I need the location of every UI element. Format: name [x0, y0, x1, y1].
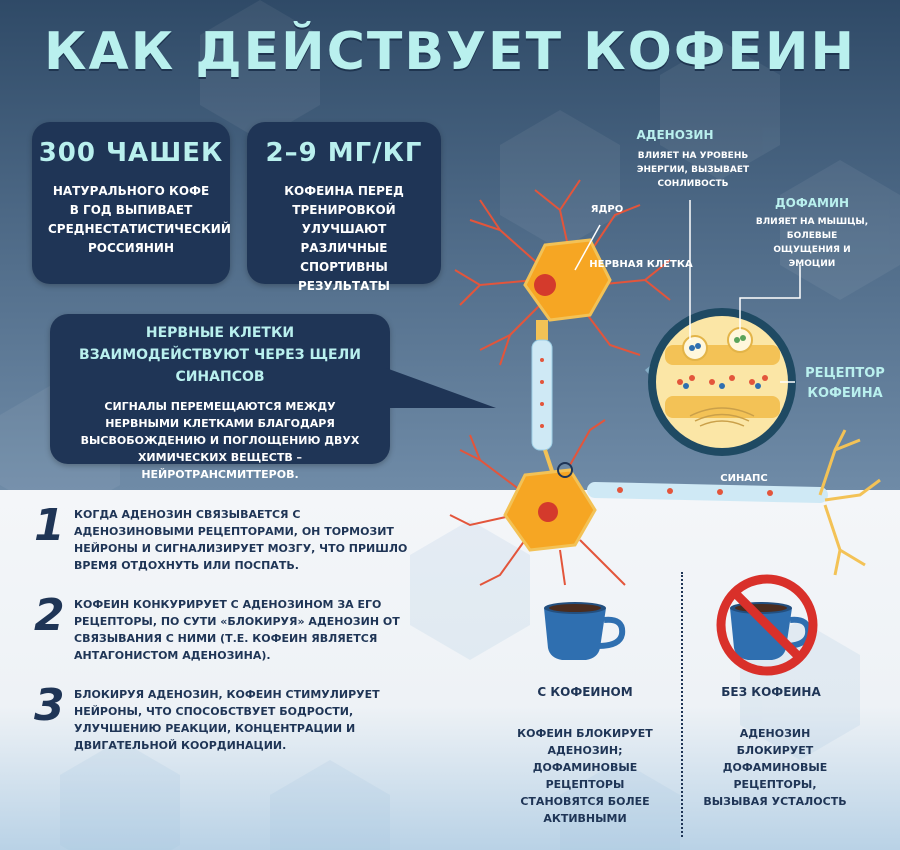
without-caffeine-title: БЕЗ КОФЕИНА: [721, 685, 821, 699]
stat-card-dose: [247, 122, 441, 293]
step-number: 1: [34, 500, 65, 551]
step-text: КОГДА АДЕНОЗИН СВЯЗЫВАЕТСЯ С АДЕНОЗИНОВЫМИ РЕЦЕПТОРАМИ, ОН ТОРМОЗИТ НЕЙРОНЫ И СИГНАЛИЗИРУЕТ МОЗГУ, ЧТО ПРИШЛО ВРЕМЯ ОТДОХНУТЬ ИЛИ ПОСПАТЬ.: [74, 508, 408, 572]
compare-divider: [681, 572, 683, 837]
stat-description: КОФЕИНА ПЕРЕД ТРЕНИРОВКОЙ УЛУЧШАЮТ РАЗЛИЧНЫЕ СПОРТИВНЫ РЕЗУЛЬТАТЫ: [284, 184, 404, 293]
nerve-cell-label: НЕРВНАЯ КЛЕТКА: [589, 259, 693, 270]
caffeine-receptor-label: РЕЦЕПТОР КОФЕИНА: [805, 366, 885, 401]
with-caffeine-title: С КОФЕИНОМ: [537, 685, 633, 699]
step-text: БЛОКИРУЯ АДЕНОЗИН, КОФЕИН СТИМУЛИРУЕТ НЕЙРОНЫ, ЧТО СПОСОБСТВУЕТ БОДРОСТИ, УЛУЧШЕНИЮ РЕАКЦИИ, КОНЦЕНТРАЦИИ И ДВИГАТЕЛЬНОЙ КООРДИНАЦИИ.: [74, 688, 380, 752]
synapse-label: СИНАПС: [720, 473, 768, 484]
upper-nucleus: [534, 274, 556, 296]
step-text: КОФЕИН КОНКУРИРУЕТ С АДЕНОЗИНОМ ЗА ЕГО РЕЦЕПТОРЫ, ПО СУТИ «БЛОКИРУЯ» АДЕНОЗИН ОТ СВЯЗЫВАНИЯ С НИМИ (Т.Е. КОФЕИН ЯВЛЯЕТСЯ АНТАГОНИСТОМ АДЕНОЗИНА).: [74, 598, 400, 662]
stat-value: 2–9 МГ/КГ: [265, 138, 423, 168]
nucleus-label: ЯДРО: [590, 204, 624, 215]
coffee-cup-icon: [540, 600, 630, 666]
dopamine-title: ДОФАМИН: [774, 196, 850, 210]
synapse-speech-bubble: [50, 314, 390, 481]
stat-value: 300 ЧАШЕК: [38, 138, 224, 168]
adenosine-title: АДЕНОЗИН: [636, 128, 714, 142]
stat-description: НАТУРАЛЬНОГО КОФЕ В ГОД ВЫПИВАЕТ СРЕДНЕСТАТИСТИЧЕСКИЙ РОССИЯНИН: [48, 184, 231, 255]
stat-card-cups: [32, 122, 230, 284]
without-caffeine-desc: АДЕНОЗИН БЛОКИРУЕТ ДОФАМИНОВЫЕ РЕЦЕПТОРЫ, ВЫЗЫВАЯ УСТАЛОСТЬ: [703, 727, 847, 808]
bubble-body: СИГНАЛЫ ПЕРЕМЕЩАЮТСЯ МЕЖДУ НЕРВНЫМИ КЛЕТКАМИ БЛАГОДАРЯ ВЫСВОБОЖДЕНИЮ И ПОГЛОЩЕНИЮ ДВУХ ХИМИЧЕСКИХ ВЕЩЕСТВ – НЕЙРОТРАНСМИТТЕРОВ.: [80, 400, 360, 481]
axon-terminals: [820, 430, 880, 575]
adenosine-desc: ВЛИЯЕТ НА УРОВЕНЬ ЭНЕРГИИ, ВЫЗЫВАЕТ СОНЛИВОСТЬ: [636, 151, 750, 189]
step-number: 3: [34, 680, 65, 731]
page-title: КАК ДЕЙСТВУЕТ КОФЕИН: [43, 22, 856, 82]
synapse-zoom: [652, 312, 792, 452]
bubble-heading: НЕРВНЫЕ КЛЕТКИ ВЗАИМОДЕЙСТВУЮТ ЧЕРЕЗ ЩЕЛИ СИНАПСОВ: [79, 325, 361, 385]
lower-nucleus: [538, 502, 558, 522]
with-caffeine-desc: КОФЕИН БЛОКИРУЕТ АДЕНОЗИН; ДОФАМИНОВЫЕ РЕЦЕПТОРЫ СТАНОВЯТСЯ БОЛЕЕ АКТИВНЫМИ: [517, 727, 653, 825]
axon: [532, 320, 560, 495]
step-number: 2: [34, 590, 65, 641]
dopamine-desc: ВЛИЯЕТ НА МЫШЦЫ, БОЛЕВЫЕ ОЩУЩЕНИЯ И ЭМОЦИИ: [755, 217, 869, 269]
no-coffee-icon: [712, 570, 822, 680]
